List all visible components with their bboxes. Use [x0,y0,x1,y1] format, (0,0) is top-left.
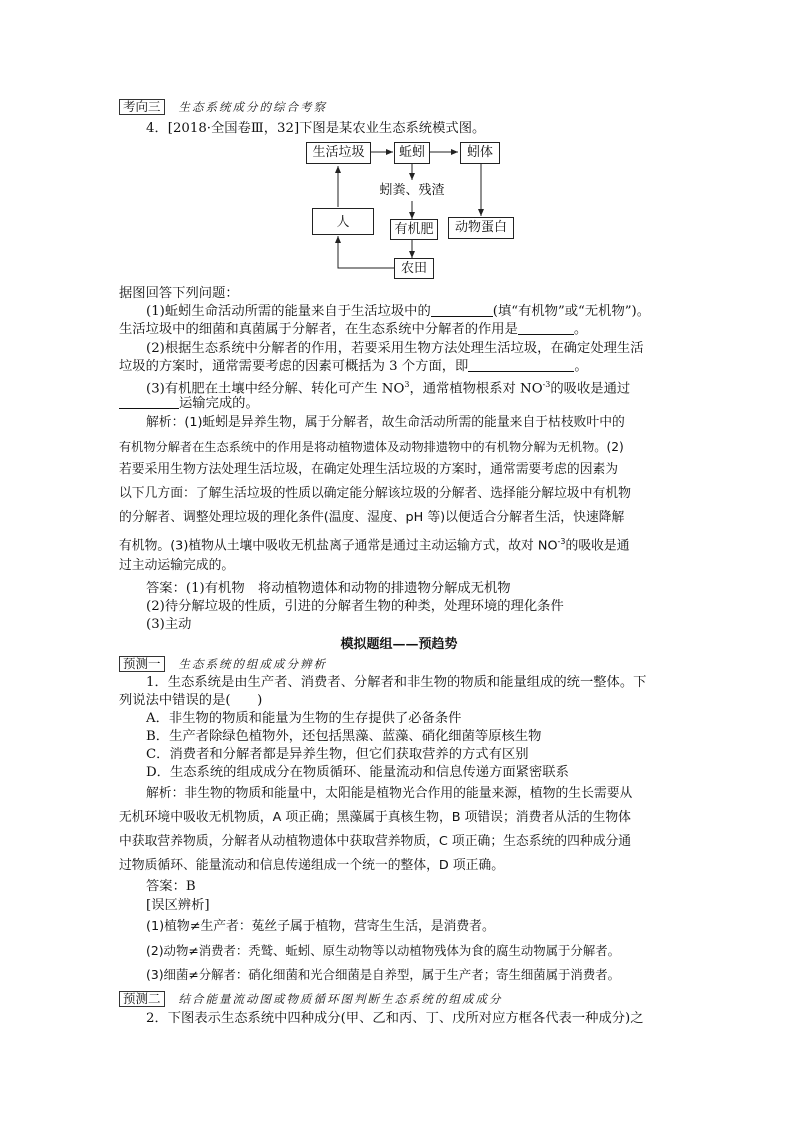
node-fen-canzha: 蚓粪、残渣 [376,181,448,201]
section-title: 结合能量流动图或物质循环图判断生态系统的组成成分 [178,992,503,1006]
node-qiuti: 蚓体 [460,142,500,164]
q1-jiexi-4: 过物质循环、能量流动和信息传递组成一个统一的整体，D 项正确。 [119,858,505,873]
node-ren: 人 [312,208,374,235]
q1-jiexi-2: 无机环境中吸收无机物质，A 项正确；黑藻属于真核生物，B 项错误；消费者从活的生物体 [119,810,631,825]
q4-part3-line1: (3)有机肥在土壤中经分解、转化可产生 $NO^3$，通常植物根系对 $NO^{-3}$的吸收是通过 [146,380,631,397]
answer-blank[interactable] [119,395,179,409]
section-tag: 考向三 [119,99,165,115]
section-tag: 预测二 [119,991,165,1007]
q4-daan-3: (3)主动 [146,617,192,632]
q4-jiexi-3: 若要采用生物方法处理生活垃圾，在确定处理生活垃圾的方案时，通常需要考虑的因素为 [119,462,619,477]
wuqu-1: (1)植物≠生产者：菟丝子属于植物，营寄生生活，是消费者。 [146,919,495,934]
node-shenghuolaji: 生活垃圾 [306,142,371,164]
q4-jiexi-6: 有机物。(3)植物从土壤中吸收无机盐离子通常是通过主动运输方式，故对 $NO^{-3}$的吸收是通 [119,537,630,554]
q4-jiexi-5: 的分解者、调整处理垃圾的理化条件(温度、湿度、pH 等)以便适合分解者生活，快速降解 [119,510,625,525]
section-title: 生态系统成分的综合考察 [178,100,328,114]
q1-daan: 答案：B [146,879,196,894]
question-4-stem: 4．[2018·全国卷Ⅲ，32]下图是某农业生态系统模式图。 [146,121,486,136]
q4-daan-1: 答案：(1)有机物 将动植物遗体和动物的排遗物分解成无机物 [146,581,511,596]
q1-option-b: B．生产者除绿色植物外，还包括黑藻、蓝藻、硝化细菌等原核生物 [146,729,542,744]
section-heading-yuce2 [119,990,679,1009]
wuqu-title: [误区辨析] [146,898,210,913]
q4-daan-2: (2)待分解垃圾的性质，引进的分解者生物的种类，处理环境的理化条件 [146,599,564,614]
q4-jiexi-7: 过主动运输完成的。 [119,558,235,573]
answer-blank[interactable] [431,303,493,317]
q1-jiexi-3: 中获取营养物质，分解者从动植物遗体中获取营养物质，C 项正确；生态系统的四种成分通 [119,834,632,849]
q4-part1-line2: 生活垃圾中的细菌和真菌属于分解者，在生态系统中分解者的作用是 。 [119,322,588,337]
section-tag: 预测一 [119,656,165,672]
q1-jiexi-1: 解析：非生物的物质和能量中，太阳能是植物光合作用的能量来源，植物的生长需要从 [146,786,633,801]
wuqu-3: (3)细菌≠分解者：硝化细菌和光合细菌是自养型，属于生产者；寄生细菌属于消费者。 [146,967,620,982]
section-title: 生态系统的组成成分辨析 [178,657,328,671]
q1-stem-2: 列说法中错误的是( ) [119,693,263,708]
node-nongtian: 农田 [394,258,434,279]
moni-section-title: 模拟题组——预趋势 [340,637,458,652]
q4-part2-line1: (2)根据生态系统中分解者的作用，若要采用生物方法处理生活垃圾，在确定处理生活 [146,341,644,356]
node-youjifei: 有机肥 [390,219,438,240]
q4-jiexi-2: 有机物分解者在生态系统中的作用是将动植物遗体及动物排遗物中的有机物分解为无机物。(2) [119,440,624,454]
node-qiuyin: 蚯蚓 [394,142,430,164]
q4-jiexi-4: 以下几方面：了解生活垃圾的性质以确定能分解该垃圾的分解者、选择能分解垃圾中有机物 [119,486,631,501]
section-heading-yuce1 [119,655,679,674]
q1-option-c: C．消费者和分解者都是异养生物，但它们获取营养的方式有区别 [146,747,529,762]
q4-jiexi-1: 解析：(1)蚯蚓是异养生物，属于分解者，故生命活动所需的能量来自于枯枝败叶中的 [146,415,625,430]
answer-blank[interactable] [518,321,574,335]
arrow-nongtian-ren [338,236,394,268]
q4-instruction: 据图回答下列问题： [119,286,239,301]
answer-blank[interactable] [468,358,574,372]
q2-stem: 2．下图表示生态系统中四种成分(甲、乙和丙、丁、戊所对应方框各代表一种成分)之 [146,1011,644,1026]
node-dongwudanbai: 动物蛋白 [448,217,514,239]
q4-part1-line1: (1)蚯蚓生命活动所需的能量来自于生活垃圾中的 (填“有机物”或“无机物”)。 [146,304,651,319]
q1-option-a: A．非生物的物质和能量为生物的生存提供了必备条件 [146,711,462,726]
wuqu-2: (2)动物≠消费者：秃鹫、蚯蚓、原生动物等以动植物残体为食的腐生动物属于分解者。 [146,943,620,958]
q1-stem-1: 1．生态系统是由生产者、消费者、分解者和非生物的物质和能量组成的统一整体。下 [146,675,647,690]
q1-option-d: D．生态系统的组成成分在物质循环、能量流动和信息传递方面紧密联系 [146,765,569,780]
q4-part3-line2: 运输完成的。 [119,395,679,413]
q4-part2-line2: 垃圾的方案时，通常需要考虑的因素可概括为 3 个方面，即 。 [119,359,588,374]
